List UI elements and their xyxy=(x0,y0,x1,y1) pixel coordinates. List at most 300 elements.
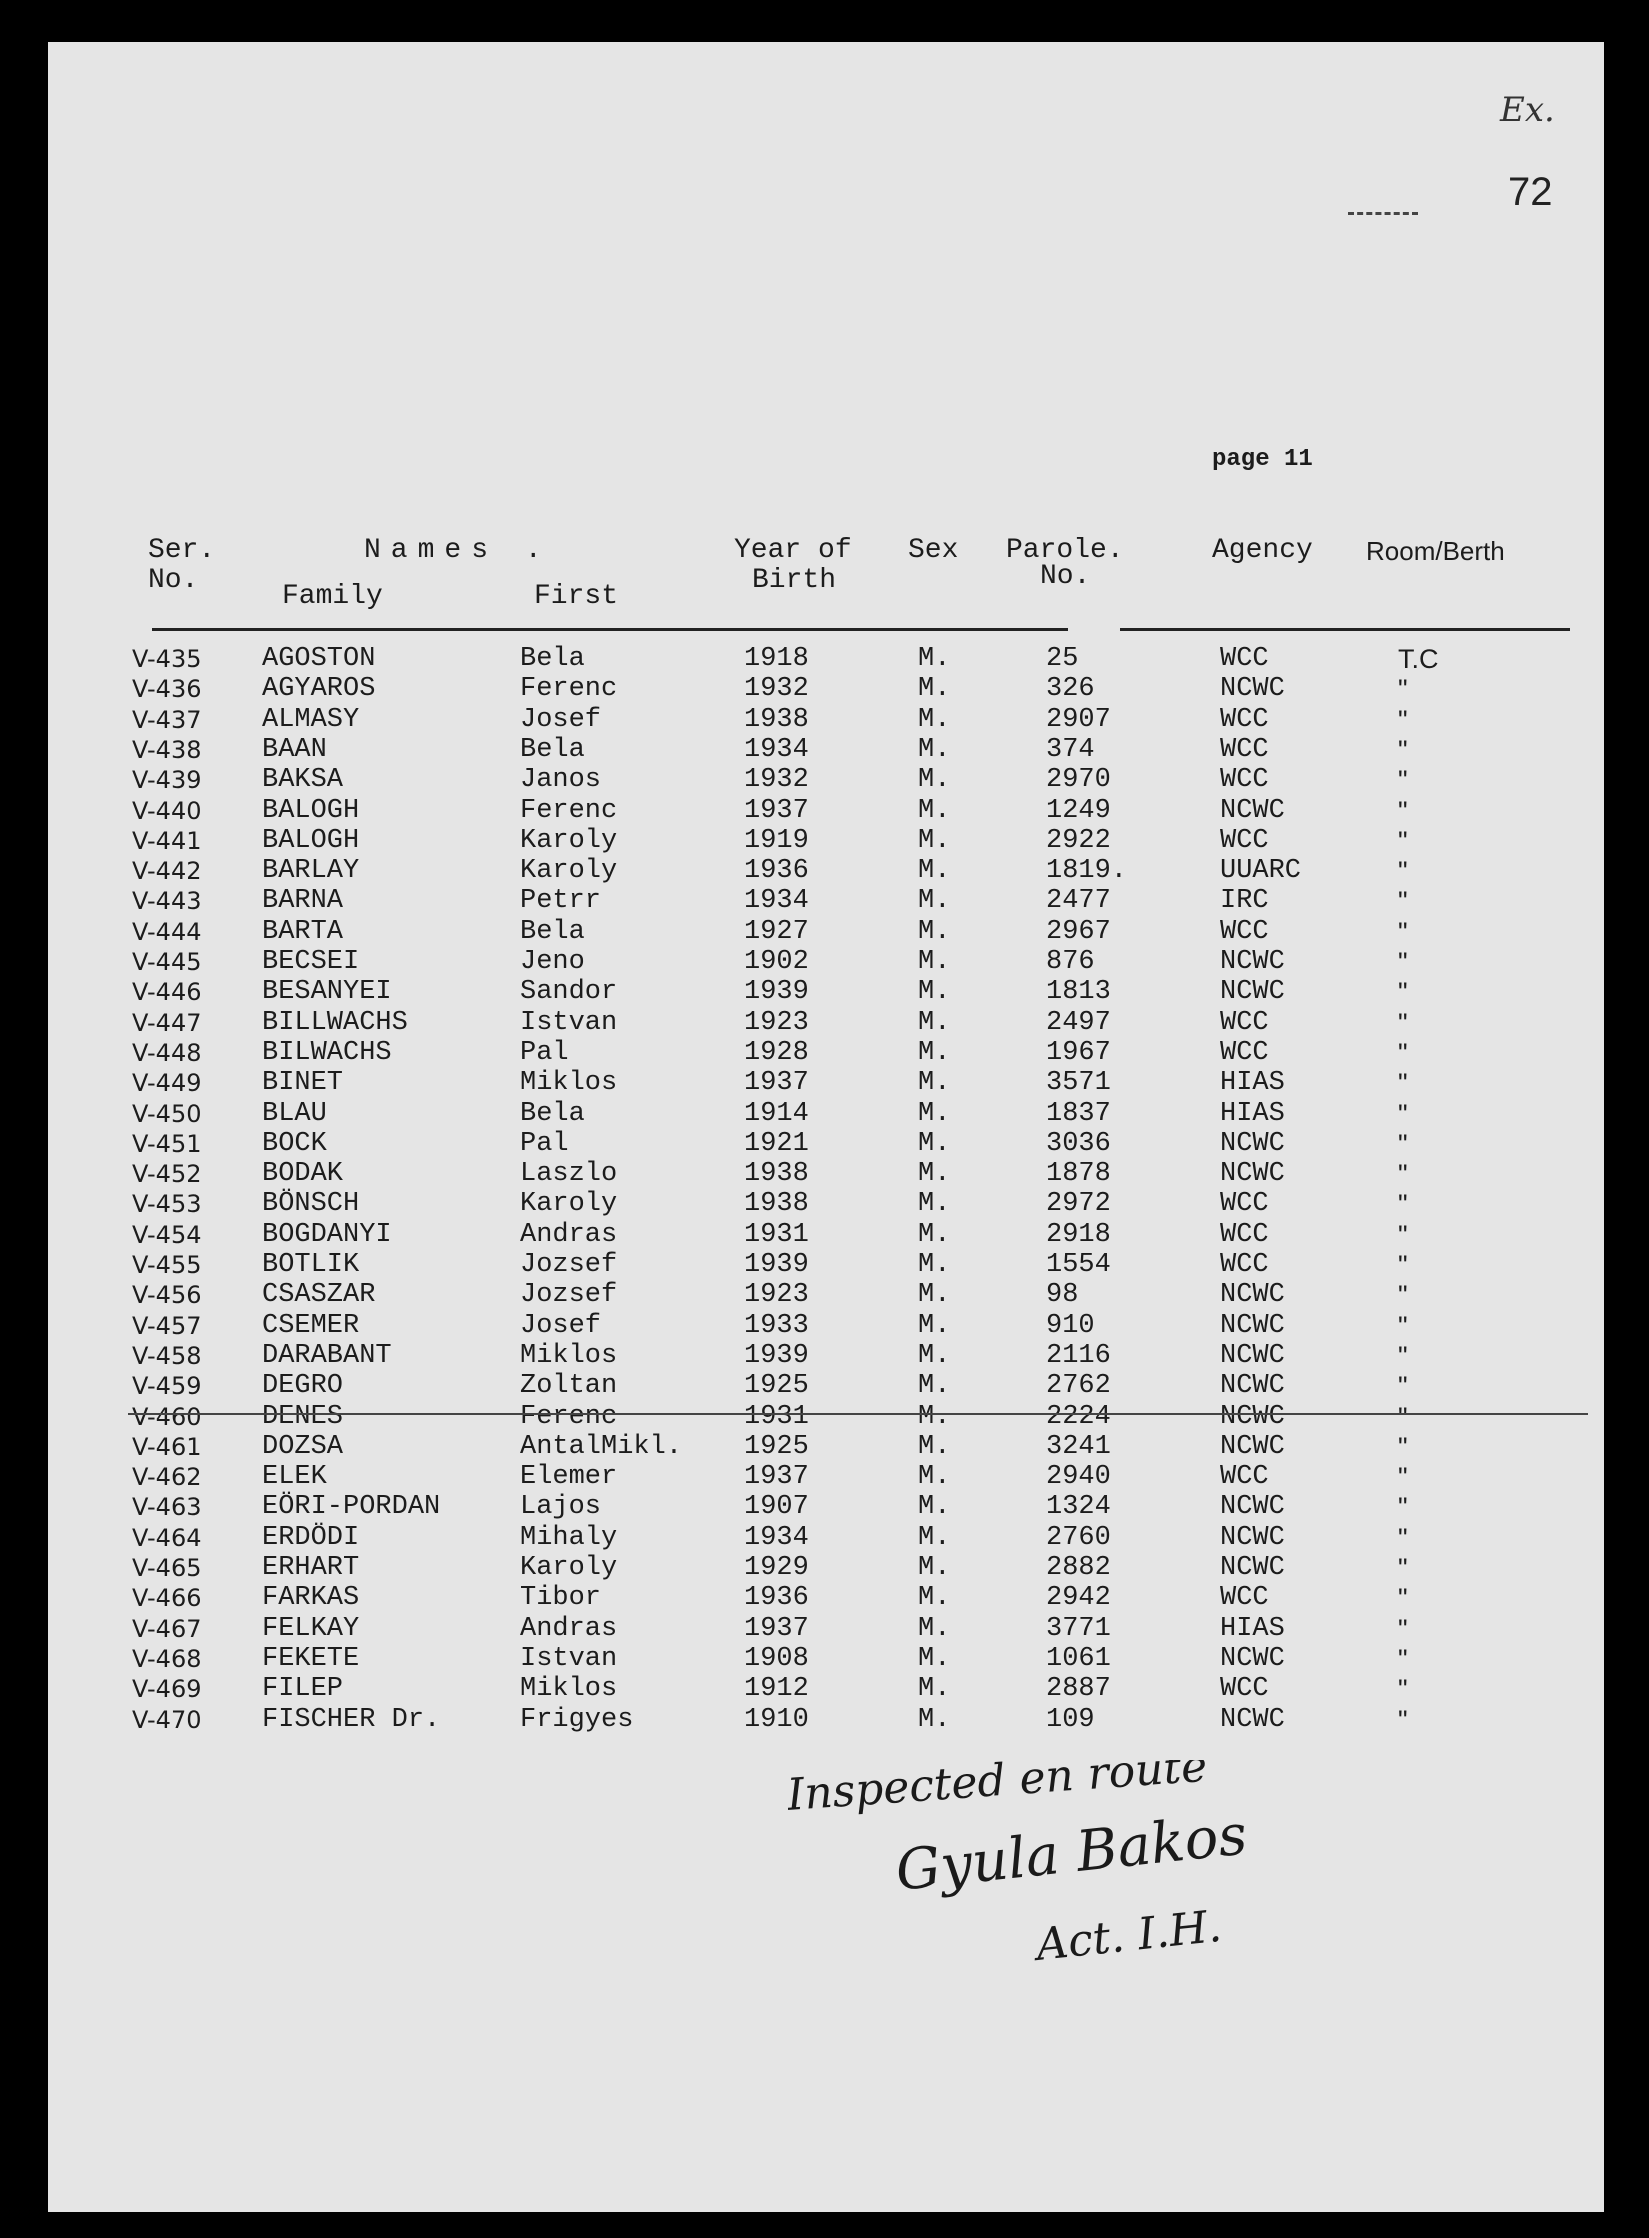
sex: M. xyxy=(918,1340,951,1371)
sex: M. xyxy=(918,1492,951,1523)
ser-number: V-445 xyxy=(132,948,202,976)
first-name: Miklos xyxy=(520,1674,618,1705)
first-name: Petrr xyxy=(520,886,602,917)
ser-number: V-467 xyxy=(132,1614,202,1643)
ser-number: V-439 xyxy=(132,766,202,795)
agency: WCC xyxy=(1220,765,1269,796)
sex: M. xyxy=(918,1159,951,1190)
family-name: CSEMER xyxy=(262,1310,360,1341)
sex: M. xyxy=(918,1462,951,1493)
sex: M. xyxy=(918,886,951,917)
header-first: First xyxy=(534,581,619,612)
sex: M. xyxy=(918,856,951,887)
first-name: Elemer xyxy=(520,1462,618,1493)
agency: UUARC xyxy=(1220,856,1302,887)
agency: NCWC xyxy=(1220,1340,1285,1371)
header-names: Names . xyxy=(364,535,552,566)
birth-year: 1937 xyxy=(744,1068,809,1099)
sex: M. xyxy=(918,977,951,1008)
sex: M. xyxy=(918,765,951,796)
parole-number: 1249 xyxy=(1046,795,1111,826)
family-name: BAAN xyxy=(262,734,327,765)
agency: IRC xyxy=(1220,886,1269,917)
sex: M. xyxy=(918,795,951,826)
sex: M. xyxy=(918,674,951,705)
first-name: Jozsef xyxy=(520,1280,618,1311)
birth-year: 1934 xyxy=(744,734,809,765)
handwritten-annotation xyxy=(788,1760,1308,2010)
ser-number: V-451 xyxy=(132,1129,202,1158)
parole-number: 25 xyxy=(1046,644,1079,674)
parole-number: 2970 xyxy=(1046,765,1111,796)
agency: WCC xyxy=(1220,1037,1269,1068)
ser-number: V-443 xyxy=(132,887,202,916)
birth-year: 1918 xyxy=(744,644,809,674)
family-name: BARTA xyxy=(262,916,344,947)
family-name: BALOGH xyxy=(262,795,360,826)
parole-number: 3241 xyxy=(1046,1431,1111,1462)
parole-number: 1967 xyxy=(1046,1037,1111,1068)
agency: NCWC xyxy=(1220,674,1285,705)
room-berth: " xyxy=(1398,856,1408,887)
birth-year: 1923 xyxy=(744,1007,809,1038)
agency: WCC xyxy=(1220,1250,1269,1280)
birth-year: 1912 xyxy=(744,1674,809,1705)
first-name: Josef xyxy=(520,1310,602,1341)
agency: NCWC xyxy=(1220,1401,1285,1432)
ser-number: V-454 xyxy=(132,1220,202,1249)
parole-number: 1878 xyxy=(1046,1159,1111,1190)
birth-year: 1936 xyxy=(744,856,809,887)
ser-number: V-456 xyxy=(132,1281,202,1310)
ser-number: V-446 xyxy=(132,978,202,1007)
birth-year: 1925 xyxy=(744,1371,809,1402)
agency: NCWC xyxy=(1220,795,1285,826)
first-name: Sandor xyxy=(520,977,618,1008)
room-berth: " xyxy=(1398,1674,1408,1705)
header-year-of: Year of xyxy=(734,535,852,566)
parole-number: 1324 xyxy=(1046,1492,1111,1523)
first-name: Andras xyxy=(520,1219,618,1250)
corner-annotation: Ex. xyxy=(1500,90,1555,130)
agency: NCWC xyxy=(1220,1643,1285,1674)
sex: M. xyxy=(918,1522,951,1553)
ser-number: V-458 xyxy=(132,1341,202,1370)
first-name: Tibor xyxy=(520,1583,602,1614)
family-name: ALMASY xyxy=(262,704,360,735)
parole-number: 2497 xyxy=(1046,1007,1111,1038)
room-berth: " xyxy=(1398,1401,1408,1432)
family-name: BILLWACHS xyxy=(262,1007,408,1038)
parole-number: 3036 xyxy=(1046,1128,1111,1159)
ser-number: V-438 xyxy=(132,735,202,764)
birth-year: 1931 xyxy=(744,1401,809,1432)
sex: M. xyxy=(918,1098,951,1129)
first-name: AntalMikl. xyxy=(520,1431,683,1462)
birth-year: 1938 xyxy=(744,1189,809,1220)
room-berth: " xyxy=(1398,674,1408,705)
ser-number: V-463 xyxy=(132,1493,202,1522)
ser-number: V-460 xyxy=(132,1402,202,1431)
parole-number: 910 xyxy=(1046,1310,1095,1341)
sex: M. xyxy=(918,1007,951,1038)
parole-number: 374 xyxy=(1046,734,1095,765)
first-name: Miklos xyxy=(520,1068,618,1099)
parole-number: 1837 xyxy=(1046,1098,1111,1129)
birth-year: 1932 xyxy=(744,674,809,705)
family-name: AGYAROS xyxy=(262,674,376,705)
first-name: Karoly xyxy=(520,825,618,856)
parole-number: 2918 xyxy=(1046,1219,1111,1250)
sex: M. xyxy=(918,1643,951,1674)
room-berth: " xyxy=(1398,734,1408,765)
birth-year: 1938 xyxy=(744,1159,809,1190)
family-name: BILWACHS xyxy=(262,1037,392,1068)
ser-number: V-444 xyxy=(132,917,202,946)
sex: M. xyxy=(918,644,951,674)
first-name: Jeno xyxy=(520,947,585,977)
family-name: BOCK xyxy=(262,1128,327,1159)
sex: M. xyxy=(918,825,951,856)
sex: M. xyxy=(918,1431,951,1462)
parole-number: 2477 xyxy=(1046,886,1111,917)
header-parole-no: No. xyxy=(1040,561,1091,592)
room-berth: " xyxy=(1398,947,1408,977)
first-name: Miklos xyxy=(520,1340,618,1371)
family-name: ERHART xyxy=(262,1553,360,1583)
agency: WCC xyxy=(1220,734,1269,765)
family-name: DEGRO xyxy=(262,1371,344,1402)
parole-number: 2882 xyxy=(1046,1553,1111,1583)
room-berth: " xyxy=(1398,795,1408,826)
birth-year: 1914 xyxy=(744,1098,809,1129)
ser-number: V-455 xyxy=(132,1251,202,1279)
header-family: Family xyxy=(282,581,383,612)
room-berth: " xyxy=(1398,825,1408,856)
family-name: ERDÖDI xyxy=(262,1522,360,1553)
first-name: Ferenc xyxy=(520,674,618,705)
room-berth: " xyxy=(1398,1643,1408,1674)
agency: HIAS xyxy=(1220,1068,1285,1099)
first-name: Pal xyxy=(520,1128,569,1159)
sex: M. xyxy=(918,1553,951,1583)
birth-year: 1928 xyxy=(744,1037,809,1068)
ser-number: V-462 xyxy=(132,1463,202,1492)
family-name: DARABANT xyxy=(262,1340,392,1371)
header-rule xyxy=(152,628,1068,631)
family-name: BODAK xyxy=(262,1159,344,1190)
parole-number: 2940 xyxy=(1046,1462,1111,1493)
first-name: Josef xyxy=(520,704,602,735)
ser-number: V-437 xyxy=(132,705,202,734)
parole-number: 2967 xyxy=(1046,916,1111,947)
ser-number: V-453 xyxy=(132,1190,202,1219)
sex: M. xyxy=(918,1189,951,1220)
sex: M. xyxy=(918,1674,951,1705)
ser-number: V-470 xyxy=(132,1705,202,1734)
birth-year: 1936 xyxy=(744,1583,809,1614)
agency: WCC xyxy=(1220,644,1269,674)
header-agency: Agency xyxy=(1212,535,1313,566)
room-berth: " xyxy=(1398,916,1408,947)
room-berth: " xyxy=(1398,1250,1408,1280)
agency: NCWC xyxy=(1220,1280,1285,1311)
family-name: BARNA xyxy=(262,886,344,917)
room-berth: " xyxy=(1398,704,1408,735)
first-name: Bela xyxy=(520,644,585,674)
agency: NCWC xyxy=(1220,1553,1285,1583)
room-berth: " xyxy=(1398,1219,1408,1250)
agency: HIAS xyxy=(1220,1613,1285,1644)
parole-number: 1813 xyxy=(1046,977,1111,1008)
agency: HIAS xyxy=(1220,1098,1285,1129)
agency: WCC xyxy=(1220,1674,1269,1705)
family-name: BECSEI xyxy=(262,947,360,977)
ser-number: V-442 xyxy=(132,857,202,886)
birth-year: 1938 xyxy=(744,704,809,735)
ser-number: V-449 xyxy=(132,1069,202,1098)
family-name: EÖRI-PORDAN xyxy=(262,1492,441,1523)
header-ser: Ser. xyxy=(148,535,216,566)
parole-number: 1061 xyxy=(1046,1643,1111,1674)
birth-year: 1923 xyxy=(744,1280,809,1311)
ser-number: V-466 xyxy=(132,1584,202,1613)
ser-number: V-464 xyxy=(132,1523,202,1552)
room-berth: " xyxy=(1398,886,1408,917)
room-berth: " xyxy=(1398,1553,1408,1583)
birth-year: 1939 xyxy=(744,1250,809,1280)
agency: NCWC xyxy=(1220,1431,1285,1462)
birth-year: 1934 xyxy=(744,1522,809,1553)
room-berth: " xyxy=(1398,765,1408,796)
birth-year: 1933 xyxy=(744,1310,809,1341)
sex: M. xyxy=(918,1310,951,1341)
agency: WCC xyxy=(1220,1189,1269,1220)
room-berth: " xyxy=(1398,1431,1408,1462)
first-name: Bela xyxy=(520,1098,585,1129)
first-name: Lajos xyxy=(520,1492,602,1523)
sex: M. xyxy=(918,1068,951,1099)
family-name: FILEP xyxy=(262,1674,344,1705)
parole-number: 1554 xyxy=(1046,1250,1111,1280)
parole-number: 326 xyxy=(1046,674,1095,705)
first-name: Jozsef xyxy=(520,1250,618,1280)
first-name: Ferenc xyxy=(520,1401,618,1432)
header-room-berth: Room/Berth xyxy=(1366,536,1505,566)
sex: M. xyxy=(918,1280,951,1311)
sex: M. xyxy=(918,916,951,947)
room-berth: " xyxy=(1398,1522,1408,1553)
parole-number: 109 xyxy=(1046,1704,1095,1735)
sex: M. xyxy=(918,1037,951,1068)
room-berth: T.C xyxy=(1398,644,1439,674)
first-name: Zoltan xyxy=(520,1371,618,1402)
agency: NCWC xyxy=(1220,947,1285,977)
sex: M. xyxy=(918,1583,951,1614)
agency: NCWC xyxy=(1220,1492,1285,1523)
family-name: ELEK xyxy=(262,1462,327,1493)
agency: NCWC xyxy=(1220,1522,1285,1553)
first-name: Andras xyxy=(520,1613,618,1644)
sex: M. xyxy=(918,704,951,735)
parole-number: 2942 xyxy=(1046,1583,1111,1614)
first-name: Frigyes xyxy=(520,1704,634,1735)
parole-number: 2922 xyxy=(1046,825,1111,856)
birth-year: 1934 xyxy=(744,886,809,917)
family-name: CSASZAR xyxy=(262,1280,376,1311)
birth-year: 1931 xyxy=(744,1219,809,1250)
ser-number: V-457 xyxy=(132,1311,202,1340)
first-name: Istvan xyxy=(520,1007,618,1038)
birth-year: 1939 xyxy=(744,977,809,1008)
first-name: Istvan xyxy=(520,1643,618,1674)
parole-number: 2972 xyxy=(1046,1189,1111,1220)
header-birth: Birth xyxy=(752,565,837,596)
family-name: BÖNSCH xyxy=(262,1189,360,1220)
parole-number: 2762 xyxy=(1046,1371,1111,1402)
parole-number: 3571 xyxy=(1046,1068,1111,1099)
room-berth: " xyxy=(1398,1037,1408,1068)
parole-number: 876 xyxy=(1046,947,1095,977)
ser-number: V-436 xyxy=(132,675,202,704)
sex: M. xyxy=(918,1128,951,1159)
first-name: Janos xyxy=(520,765,602,796)
agency: NCWC xyxy=(1220,1371,1285,1402)
family-name: FISCHER Dr. xyxy=(262,1704,441,1735)
family-name: FELKAY xyxy=(262,1613,360,1644)
ser-number: V-435 xyxy=(132,645,202,673)
birth-year: 1937 xyxy=(744,1613,809,1644)
family-name: BESANYEI xyxy=(262,977,392,1008)
room-berth: " xyxy=(1398,1340,1408,1371)
strike-through-line xyxy=(128,1413,1588,1415)
room-berth: " xyxy=(1398,1007,1408,1038)
sex: M. xyxy=(918,1371,951,1402)
agency: WCC xyxy=(1220,1583,1269,1614)
handwritten-line-3: Act. I.H. xyxy=(1033,1900,1224,1971)
agency: NCWC xyxy=(1220,1128,1285,1159)
birth-year: 1925 xyxy=(744,1431,809,1462)
birth-year: 1902 xyxy=(744,947,809,977)
agency: WCC xyxy=(1220,1219,1269,1250)
agency: WCC xyxy=(1220,825,1269,856)
agency: NCWC xyxy=(1220,1704,1285,1735)
birth-year: 1919 xyxy=(744,825,809,856)
header-parole: Parole. xyxy=(1006,535,1124,566)
room-berth: " xyxy=(1398,1159,1408,1190)
first-name: Karoly xyxy=(520,1189,618,1220)
page-number: 72 xyxy=(1508,170,1553,214)
room-berth: " xyxy=(1398,1704,1408,1735)
agency: NCWC xyxy=(1220,1310,1285,1341)
parole-number: 2907 xyxy=(1046,704,1111,735)
room-berth: " xyxy=(1398,1583,1408,1614)
agency: WCC xyxy=(1220,1462,1269,1493)
handwritten-line-1: Inspected en route xyxy=(788,1760,1209,1821)
sex: M. xyxy=(918,1613,951,1644)
room-berth: " xyxy=(1398,1128,1408,1159)
first-name: Bela xyxy=(520,916,585,947)
family-name: BALOGH xyxy=(262,825,360,856)
ser-number: V-459 xyxy=(132,1372,202,1401)
first-name: Ferenc xyxy=(520,795,618,826)
family-name: BINET xyxy=(262,1068,344,1099)
document-sheet xyxy=(48,42,1604,2212)
family-name: BOGDANYI xyxy=(262,1219,392,1250)
family-name: FARKAS xyxy=(262,1583,360,1614)
agency: NCWC xyxy=(1220,977,1285,1008)
birth-year: 1921 xyxy=(744,1128,809,1159)
ser-number: V-450 xyxy=(132,1099,202,1128)
page-label: page 11 xyxy=(1212,446,1313,473)
room-berth: " xyxy=(1398,1189,1408,1220)
first-name: Pal xyxy=(520,1037,569,1068)
ser-number: V-452 xyxy=(132,1160,202,1189)
ser-number: V-447 xyxy=(132,1008,202,1037)
header-no: No. xyxy=(148,565,199,596)
first-name: Laszlo xyxy=(520,1159,618,1190)
birth-year: 1908 xyxy=(744,1643,809,1674)
room-berth: " xyxy=(1398,1462,1408,1493)
parole-number: 2116 xyxy=(1046,1340,1111,1371)
birth-year: 1937 xyxy=(744,1462,809,1493)
ser-number: V-465 xyxy=(132,1554,202,1582)
parole-number: 2887 xyxy=(1046,1674,1111,1705)
room-berth: " xyxy=(1398,1613,1408,1644)
agency: NCWC xyxy=(1220,1159,1285,1190)
family-name: FEKETE xyxy=(262,1643,360,1674)
parole-number: 1819. xyxy=(1046,856,1128,887)
ser-number: V-469 xyxy=(132,1675,202,1704)
first-name: Bela xyxy=(520,734,585,765)
room-berth: " xyxy=(1398,1280,1408,1311)
ser-number: V-461 xyxy=(132,1432,202,1461)
room-berth: " xyxy=(1398,1371,1408,1402)
parole-number: 2224 xyxy=(1046,1401,1111,1432)
birth-year: 1929 xyxy=(744,1553,809,1583)
birth-year: 1927 xyxy=(744,916,809,947)
birth-year: 1910 xyxy=(744,1704,809,1735)
sex: M. xyxy=(918,947,951,977)
room-berth: " xyxy=(1398,1492,1408,1523)
birth-year: 1937 xyxy=(744,795,809,826)
room-berth: " xyxy=(1398,1098,1408,1129)
birth-year: 1907 xyxy=(744,1492,809,1523)
first-name: Karoly xyxy=(520,1553,618,1583)
first-name: Mihaly xyxy=(520,1522,618,1553)
birth-year: 1939 xyxy=(744,1340,809,1371)
family-name: AGOSTON xyxy=(262,644,376,674)
sex: M. xyxy=(918,734,951,765)
parole-number: 3771 xyxy=(1046,1613,1111,1644)
agency: WCC xyxy=(1220,916,1269,947)
header-rule-right xyxy=(1120,628,1570,631)
sex: M. xyxy=(918,1401,951,1432)
ser-number: V-440 xyxy=(132,796,202,825)
room-berth: " xyxy=(1398,1068,1408,1099)
family-name: BAKSA xyxy=(262,765,344,796)
sex: M. xyxy=(918,1219,951,1250)
agency: WCC xyxy=(1220,704,1269,735)
family-name: DENES xyxy=(262,1401,344,1432)
sex: M. xyxy=(918,1704,951,1735)
family-name: BLAU xyxy=(262,1098,327,1129)
ser-number: V-448 xyxy=(132,1038,202,1067)
sex: M. xyxy=(918,1250,951,1280)
room-berth: " xyxy=(1398,977,1408,1008)
room-berth: " xyxy=(1398,1310,1408,1341)
header-sex: Sex xyxy=(908,535,959,566)
